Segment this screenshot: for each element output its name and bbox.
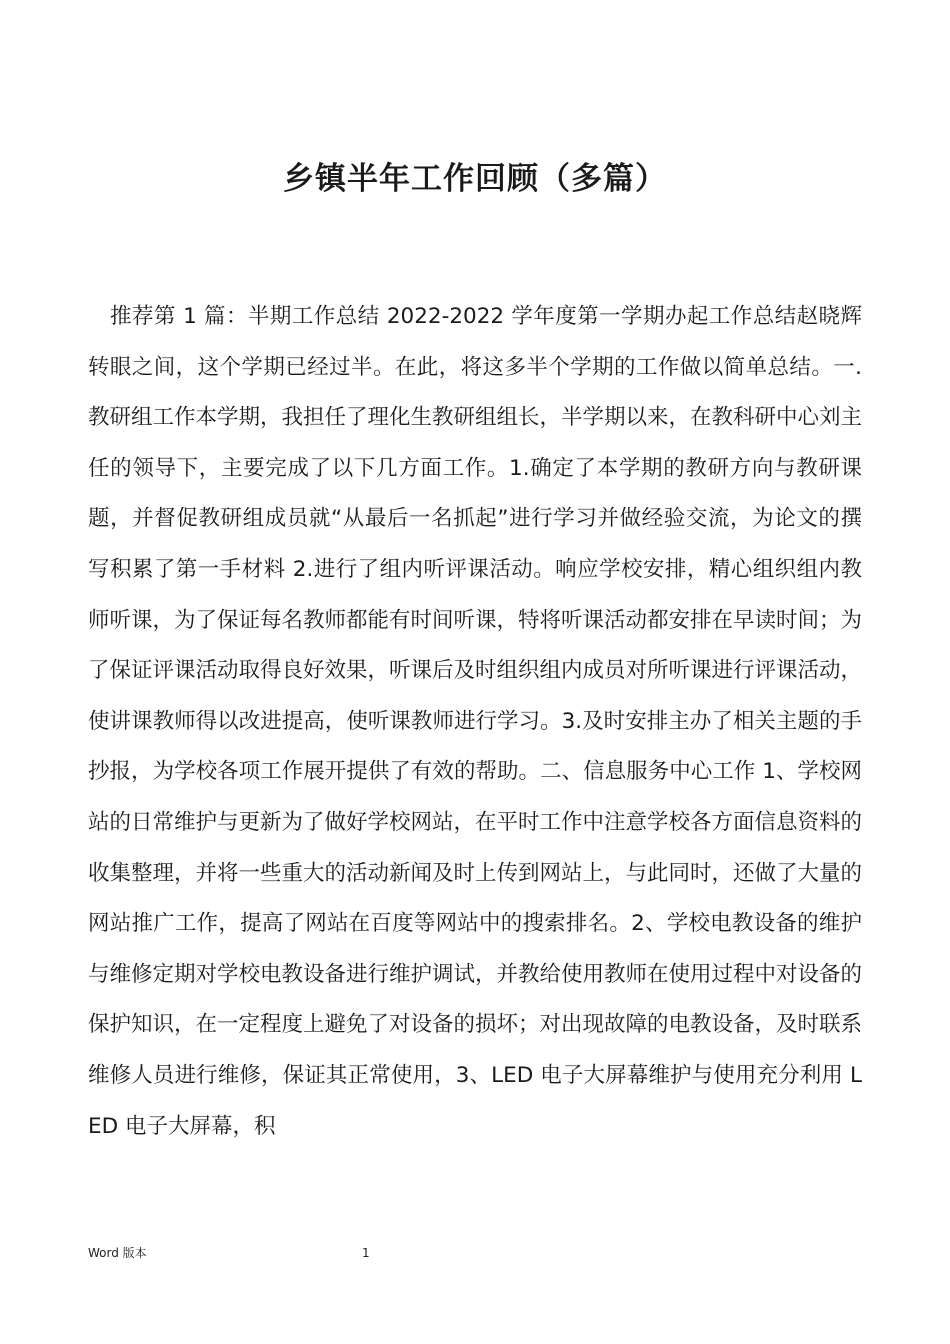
page-number: 1	[362, 1246, 370, 1260]
body-paragraph: 推荐第 1 篇：半期工作总结 2022-2022 学年度第一学期办起工作总结赵晓辉转眼之间，这个学期已经过半。在此，将这多半个学期的工作做以简单总结。一.教研组工作本学期，我担任了理化生教研组组长，半学期以来，在教科研中心刘主任的领导下，主要完成了以下几方面工作。1.确定了本学期的教研方向与教研课题，并督促教研组成员就“从最后一名抓起”进行学习并做经验交流，为论文的撰写积累了第一手材料 2.进行了组内听评课活动。响应学校安排，精心组织组内教师听课，为了保证每名教师都能有时间听课，特将听课活动都安排在早读时间；为了保证评课活动取得良好效果，听课后及时组织组内成员对所听课进行评课活动，使讲课教师得以改进提高，使听课教师进行学习。3.及时安排主办了相关主题的手抄报，为学校各项工作展开提供了有效的帮助。二、信息服务中心工作 1、学校网站的日常维护与更新为了做好学校网站，在平时工作中注意学校各方面信息资料的收集整理，并将一些重大的活动新闻及时上传到网站上，与此同时，还做了大量的网站推广工作，提高了网站在百度等网站中的搜索排名。2、学校电教设备的维护与维修定期对学校电教设备进行维护调试，并教给使用教师在使用过程中对设备的保护知识，在一定程度上避免了对设备的损坏；对出现故障的电教设备，及时联系维修人员进行维修，保证其正常使用，3、LED 电子大屏幕维护与使用充分利用 LED 电子大屏幕，积	[88, 304, 863, 1139]
document-title: 乡镇半年工作回顾（多篇）	[283, 161, 667, 197]
footer-label: Word 版本	[88, 1246, 147, 1260]
